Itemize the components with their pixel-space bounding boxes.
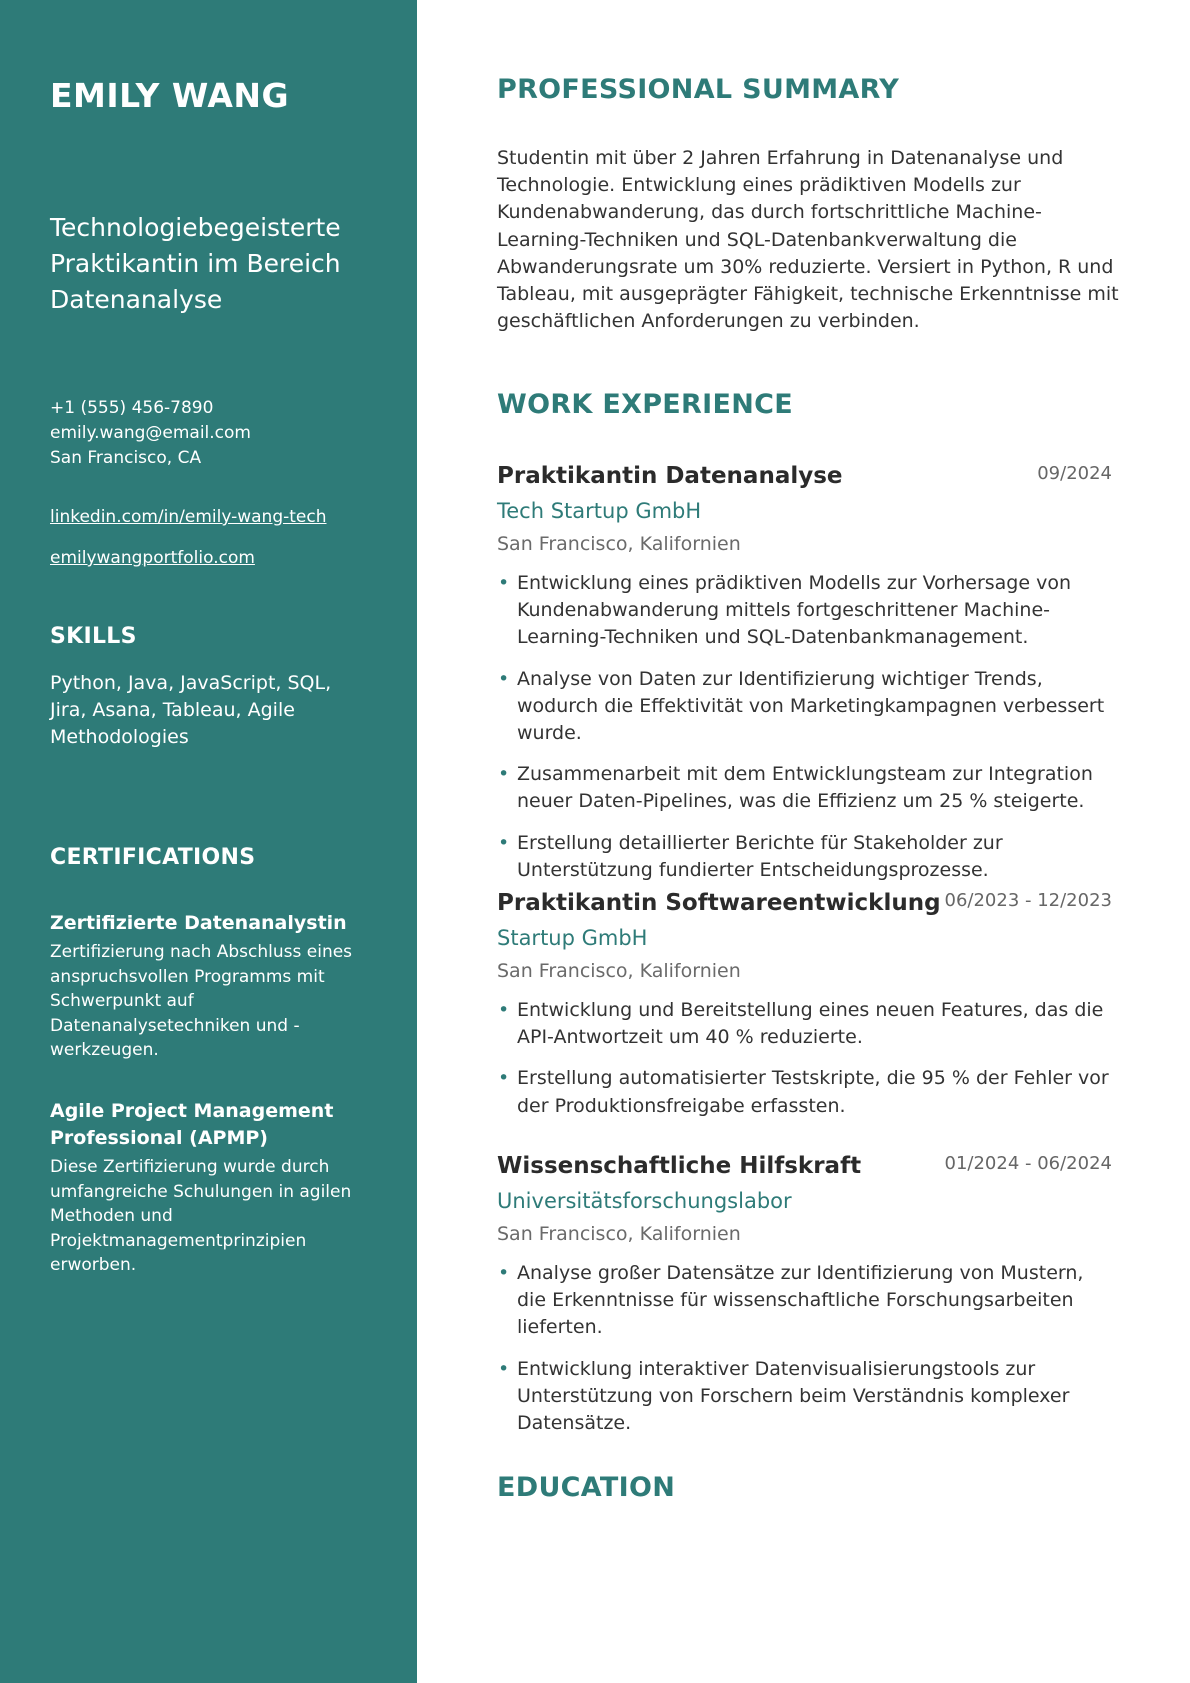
bullet-text: Entwicklung und Bereitstellung eines neuen Features, das die API-Antwortzeit um 40 % reduzierte. [517, 999, 1104, 1049]
phone-number: +1 (555) 456-7890 [50, 398, 214, 418]
job-bullet [497, 1356, 1117, 1438]
job-date: 06/2023 - 12/2023 [944, 890, 1112, 911]
job-entry [497, 886, 1112, 1134]
certification-title: Zertifizierte Datenanalystin [50, 912, 347, 934]
bullet-text: Entwicklung interaktiver Datenvisualisierungstools zur Unterstützung von Forschern beim Verständnis komplexer Datensätze. [517, 1357, 1070, 1435]
portfolio-link[interactable]: emilywangportfolio.com [50, 548, 255, 568]
summary-heading: PROFESSIONAL SUMMARY [497, 74, 900, 105]
skills-list: Python, Java, JavaScript, SQL, Jira, Asana, Tableau, Agile Methodologies [50, 672, 332, 748]
job-company: Startup GmbH [497, 926, 648, 950]
job-bullet [497, 666, 1117, 748]
job-bullet [497, 1260, 1117, 1342]
job-bullet [497, 570, 1117, 652]
job-company: Universitätsforschungslabor [497, 1189, 792, 1213]
contact-block [50, 396, 385, 471]
job-title: Praktikantin Softwareentwicklung [497, 890, 941, 916]
certification-description: Zertifizierung nach Abschluss eines anspruchsvollen Programms mit Schwerpunkt auf Datenanalysetechniken und -werkzeugen. [50, 942, 353, 1060]
job-date: 09/2024 [1037, 463, 1112, 484]
education-heading: EDUCATION [497, 1472, 676, 1503]
job-company: Tech Startup GmbH [497, 499, 702, 523]
work-experience-heading: WORK EXPERIENCE [497, 389, 793, 420]
bullet-dot-icon: • [498, 667, 510, 690]
job-bullet [497, 1065, 1117, 1119]
bullet-dot-icon: • [498, 999, 510, 1021]
job-title: Wissenschaftliche Hilfskraft [497, 1153, 862, 1179]
job-bullets [497, 570, 1112, 884]
email-address: emily.wang@email.com [50, 423, 251, 443]
certifications-heading: CERTIFICATIONS [50, 845, 256, 870]
home-location: San Francisco, CA [50, 448, 202, 468]
certification-title: Agile Project Management Professional (APMP) [50, 1100, 334, 1149]
sidebar [0, 0, 417, 1683]
candidate-tagline: Technologiebegeisterte Praktikantin im Bereich Datenanalyse [50, 213, 341, 314]
bullet-dot-icon: • [498, 572, 510, 594]
job-bullet [497, 997, 1117, 1051]
job-title: Praktikantin Datenanalyse [497, 463, 843, 489]
certification-item [50, 910, 385, 1063]
bullet-text: Analyse großer Datensätze zur Identifizierung von Mustern, die Erkenntnisse für wissenschaftliche Forschungsarbeiten lieferten. [517, 1262, 1084, 1339]
bullet-dot-icon: • [498, 1067, 510, 1090]
job-bullets [497, 997, 1112, 1120]
certification-item [50, 1098, 385, 1278]
job-bullet [497, 830, 1117, 884]
certification-description: Diese Zertifizierung wurde durch umfangreiche Schulungen in agilen Methoden und Projektmanagementprinzipien erworben. [50, 1157, 352, 1275]
bullet-dot-icon: • [498, 831, 510, 854]
job-location: San Francisco, Kalifornien [497, 960, 741, 982]
job-bullet [497, 761, 1117, 815]
linkedin-link[interactable]: linkedin.com/in/emily-wang-tech [50, 507, 327, 527]
skills-heading: SKILLS [50, 624, 137, 649]
bullet-text: Analyse von Daten zur Identifizierung wichtiger Trends, wodurch die Effektivität von Marketingkampagnen verbessert wurde. [517, 667, 1105, 745]
job-date: 01/2024 - 06/2024 [944, 1153, 1112, 1174]
bullet-dot-icon: • [498, 763, 510, 786]
job-location: San Francisco, Kalifornien [497, 533, 741, 555]
job-entry [497, 459, 1112, 898]
bullet-text: Entwicklung eines prädiktiven Modells zur Vorhersage von Kundenabwanderung mittels fortgeschrittener Machine-Learning-Techniken und SQL-Datenbankmanagement. [517, 572, 1072, 649]
summary-text: Studentin mit über 2 Jahren Erfahrung in Datenanalyse und Technologie. Entwicklung eines prädiktiven Modells zur Kundenabwanderung, das durch fortschrittliche Machine-Learning-Techniken und SQL-Datenbankverwaltung die Abwanderungsrate um 30% reduzierte. Versiert in Python, R und Tableau, mit ausgeprägter Fähigkeit, technische Erkenntnisse mit geschäftlichen Anforderungen zu verbinden. [497, 147, 1119, 333]
bullet-text: Erstellung automatisierter Testskripte, die 95 % der Fehler vor der Produktionsfreigabe erfassten. [517, 1067, 1109, 1117]
job-entry [497, 1149, 1112, 1451]
bullet-text: Zusammenarbeit mit dem Entwicklungsteam zur Integration neuer Daten-Pipelines, was die Effizienz um 25 % steigerte. [517, 763, 1093, 813]
bullet-dot-icon: • [498, 1357, 510, 1380]
bullet-dot-icon: • [498, 1262, 510, 1284]
bullet-text: Erstellung detaillierter Berichte für Stakeholder zur Unterstützung fundierter Entscheidungsprozesse. [517, 831, 1003, 881]
job-location: San Francisco, Kalifornien [497, 1223, 741, 1245]
candidate-name: EMILY WANG [50, 76, 290, 115]
job-bullets [497, 1260, 1112, 1437]
